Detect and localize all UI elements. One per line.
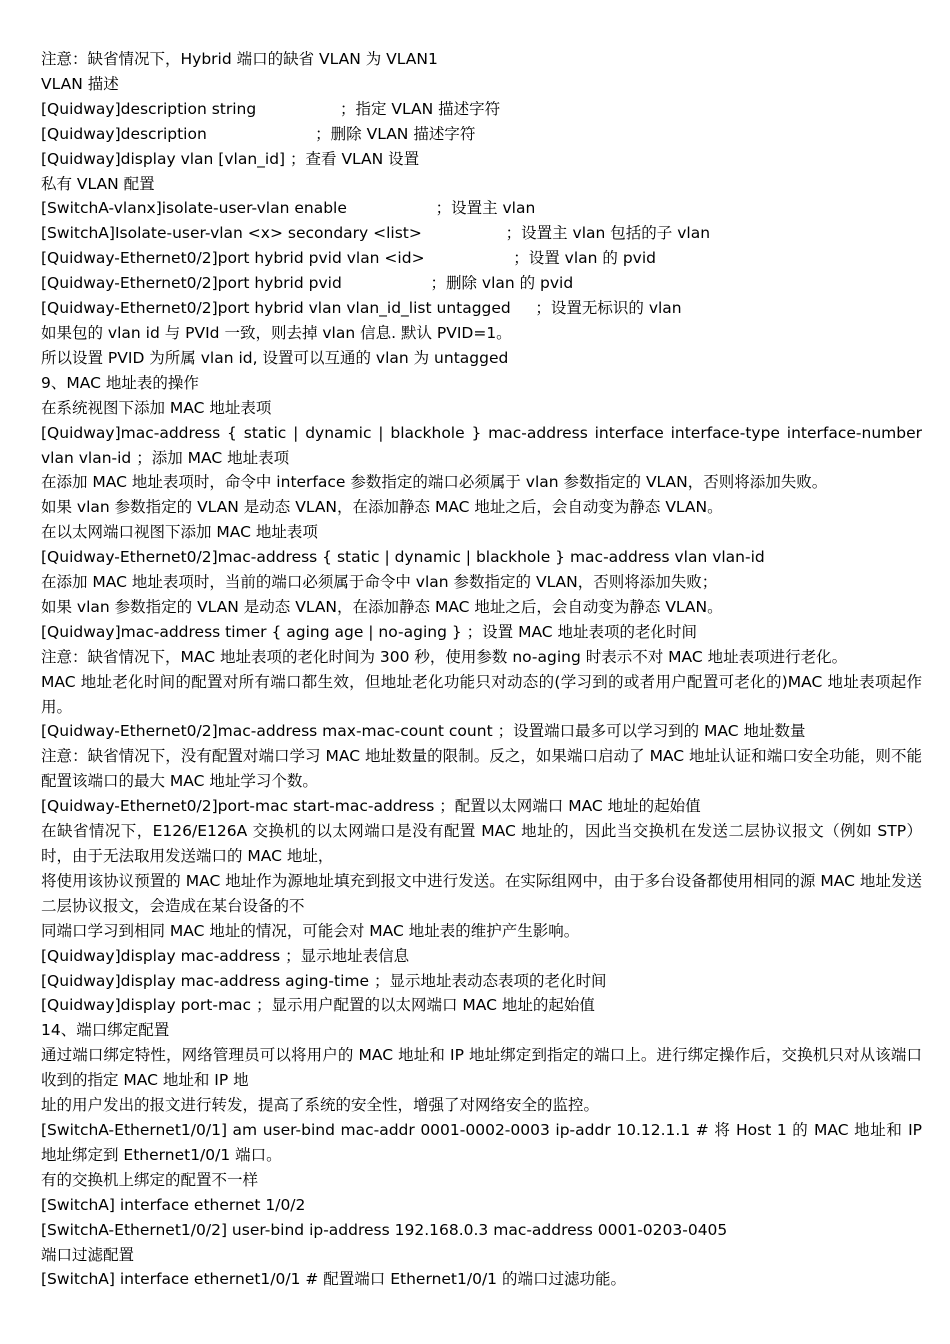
text-line: [SwitchA-Ethernet1/0/2] user-bind ip-address 192.168.0.3 mac-address 0001-0203-0405 — [41, 1220, 728, 1239]
text-line: 在添加 MAC 地址表项时，命令中 interface 参数指定的端口必须属于 vlan 参数指定的 VLAN，否则将添加失败。 — [41, 473, 828, 492]
text-line: 将使用该协议预置的 MAC 地址作为源地址填充到报文中进行发送。在实际组网中，由于多台设备都使用相同的源 MAC 地址发送二层协议报文，会造成在某台设备的不 — [41, 871, 922, 915]
text-line: [Quidway]display mac-address ；显示地址表信息 — [41, 946, 410, 965]
text-line: 14、端口绑定配置 — [41, 1021, 170, 1040]
text-line: [SwitchA] interface ethernet 1/0/2 — [41, 1195, 306, 1214]
text-line: [Quidway-Ethernet0/2]port hybrid pvid vlan <id> ；设置 vlan 的 pvid — [41, 249, 656, 268]
text-line: 所以设置 PVID 为所属 vlan id, 设置可以互通的 vlan 为 untagged — [41, 348, 509, 367]
text-line: 在以太网端口视图下添加 MAC 地址表项 — [41, 523, 318, 542]
text-line: 如果 vlan 参数指定的 VLAN 是动态 VLAN，在添加静态 MAC 地址之后，会自动变为静态 VLAN。 — [41, 597, 723, 616]
text-line: [SwitchA-vlanx]isolate-user-vlan enable ；设置主 vlan — [41, 199, 536, 218]
text-line: 在缺省情况下，E126/E126A 交换机的以太网端口是没有配置 MAC 地址的，因此当交换机在发送二层协议报文（例如 STP）时，由于无法取用发送端口的 MAC 地址， — [41, 822, 922, 865]
text-line: MAC 地址老化时间的配置对所有端口都生效，但地址老化功能只对动态的(学习到的或者用户配置可老化的)MAC 地址表项起作用。 — [41, 672, 922, 716]
text-line: [Quidway]display port-mac ；显示用户配置的以太网端口 MAC 地址的起始值 — [41, 996, 595, 1015]
text-line: [Quidway-Ethernet0/2]mac-address max-mac-count count ；设置端口最多可以学习到的 MAC 地址数量 — [41, 722, 806, 741]
text-line: [Quidway]mac-address { static | dynamic | blackhole } mac-address interface interface-type interface-number vlan vlan-id ；添加 MAC 地址表项 — [41, 423, 922, 467]
text-line: 在系统视图下添加 MAC 地址表项 — [41, 398, 272, 417]
text-line: [SwitchA]Isolate-user-vlan <x> secondary <list> ；设置主 vlan 包括的子 vlan — [41, 224, 711, 243]
text-line: [Quidway-Ethernet0/2]port hybrid pvid ；删除 vlan 的 pvid — [41, 274, 574, 293]
text-line: [Quidway]description ；删除 VLAN 描述字符 — [41, 124, 476, 143]
text-line: 有的交换机上绑定的配置不一样 — [41, 1170, 259, 1189]
text-line: [SwitchA] interface ethernet1/0/1 # 配置端口 Ethernet1/0/1 的端口过滤功能。 — [41, 1270, 626, 1289]
text-line: 在添加 MAC 地址表项时，当前的端口必须属于命令中 vlan 参数指定的 VLAN，否则将添加失败； — [41, 573, 718, 592]
text-line: [Quidway]display mac-address aging-time ；显示地址表动态表项的老化时间 — [41, 971, 607, 990]
text-line: 址的用户发出的报文进行转发，提高了系统的安全性，增强了对网络安全的监控。 — [41, 1096, 600, 1115]
text-line: 通过端口绑定特性，网络管理员可以将用户的 MAC 地址和 IP 地址绑定到指定的端口上。进行绑定操作后，交换机只对从该端口收到的指定 MAC 地址和 IP 地 — [41, 1046, 922, 1090]
text-line: 注意：缺省情况下，MAC 地址表项的老化时间为 300 秒，使用参数 no-aging 时表示不对 MAC 地址表项进行老化。 — [41, 647, 848, 666]
text-line: 如果 vlan 参数指定的 VLAN 是动态 VLAN，在添加静态 MAC 地址之后，会自动变为静态 VLAN。 — [41, 498, 723, 517]
text-line: 如果包的 vlan id 与 PVId 一致，则去掉 vlan 信息. 默认 PVID=1。 — [41, 323, 512, 342]
text-line: 同端口学习到相同 MAC 地址的情况，可能会对 MAC 地址表的维护产生影响。 — [41, 921, 580, 940]
text-line: VLAN 描述 — [41, 74, 119, 93]
text-line: 注意：缺省情况下，没有配置对端口学习 MAC 地址数量的限制。反之，如果端口启动了 MAC 地址认证和端口安全功能，则不能配置该端口的最大 MAC 地址学习个数。 — [41, 747, 922, 791]
text-line: [SwitchA-Ethernet1/0/1] am user-bind mac-addr 0001-0002-0003 ip-addr 10.12.1.1 # 将 Host 1 的 MAC 地址和 IP 地址绑定到 Ethernet1/0/1 端口。 — [41, 1120, 922, 1164]
text-line: 9、MAC 地址表的操作 — [41, 373, 199, 392]
text-line: 私有 VLAN 配置 — [41, 174, 155, 193]
text-line: [Quidway]mac-address timer { aging age | no-aging } ；设置 MAC 地址表项的老化时间 — [41, 622, 698, 641]
text-line: [Quidway-Ethernet0/2]port hybrid vlan vlan_id_list untagged ；设置无标识的 vlan — [41, 299, 682, 318]
text-line: [Quidway-Ethernet0/2]mac-address { static | dynamic | blackhole } mac-address vlan vlan-id — [41, 548, 765, 567]
text-line: [Quidway]display vlan [vlan_id] ；查看 VLAN 设置 — [41, 149, 420, 168]
text-line: 端口过滤配置 — [41, 1245, 135, 1264]
text-line: [Quidway]description string ；指定 VLAN 描述字符 — [41, 99, 501, 118]
text-line: 注意：缺省情况下，Hybrid 端口的缺省 VLAN 为 VLAN1 — [41, 50, 438, 68]
text-line: [Quidway-Ethernet0/2]port-mac start-mac-address ；配置以太网端口 MAC 地址的起始值 — [41, 797, 701, 816]
